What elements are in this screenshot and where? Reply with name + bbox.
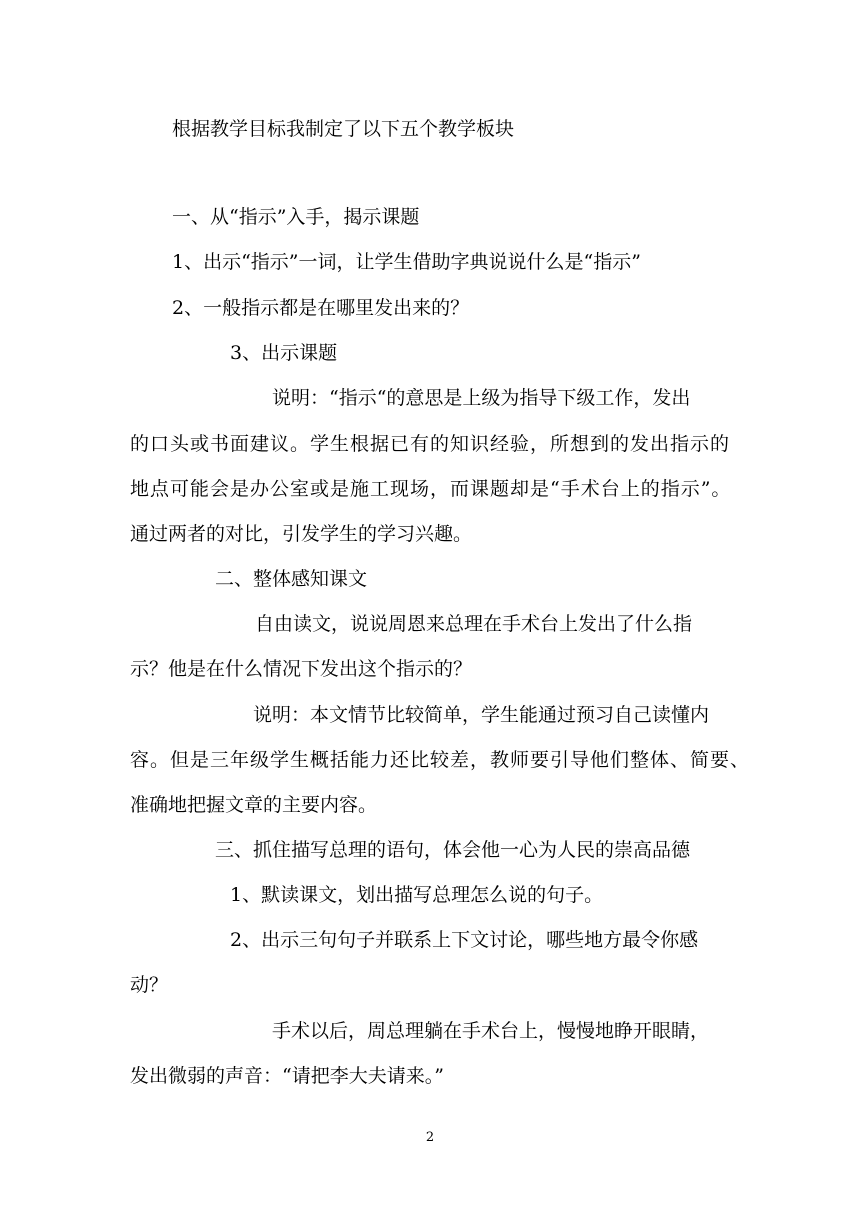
section2-task-line-2: 示？他是在什么情况下发出这个指示的？ [130, 658, 473, 680]
section3-quote-line-2: 发出微弱的声音：“请把李大夫请来。” [130, 1065, 444, 1087]
section1-heading: 一、从“指示”入手，揭示课题 [172, 206, 420, 228]
section3-step-2-line-1: 2、出示三句句子并联系上下文讨论，哪些地方最令你感 [230, 929, 699, 951]
section1-step-1: 1、出示“指示”一词，让学生借助字典说说什么是“指示” [172, 251, 641, 273]
section1-note-line-4: 通过两者的对比，引发学生的学习兴趣。 [130, 523, 473, 545]
section1-note-line-1: 说明：“指示“的意思是上级为指导下级工作，发出 [272, 387, 691, 409]
page-number: 2 [425, 1130, 435, 1145]
section2-note-line-3: 准确地把握文章的主要内容。 [130, 794, 378, 816]
section3-heading: 三、抓住描写总理的语句，体会他一心为人民的崇高品德 [215, 839, 691, 861]
section3-step-2-line-2: 动？ [130, 974, 169, 996]
section2-note-line-1: 说明：本文情节比较简单，学生能通过预习自己读懂内 [253, 704, 710, 726]
section1-note-line-2: 的口头或书面建议。学生根据已有的知识经验，所想到的发出指示的 [130, 433, 731, 455]
section1-step-3: 3、出示课题 [230, 342, 338, 364]
section1-note-line-3: 地点可能会是办公室或是施工现场，而课题却是“手术台上的指示”。 [130, 478, 732, 500]
section2-heading: 二、整体感知课文 [215, 568, 368, 590]
section3-step-1: 1、默读课文，划出描写总理怎么说的句子。 [230, 884, 604, 906]
section2-task-line-1: 自由读文，说说周恩来总理在手术台上发出了什么指 [255, 613, 693, 635]
intro-text: 根据教学目标我制定了以下五个教学板块 [172, 118, 515, 140]
section3-quote-line-1: 手术以后，周总理躺在手术台上，慢慢地睁开眼睛， [272, 1020, 710, 1042]
section2-note-line-2: 容。但是三年级学生概括能力还比较差，教师要引导他们整体、简要、 [130, 749, 751, 771]
section1-step-2: 2、一般指示都是在哪里发出来的？ [172, 297, 470, 319]
